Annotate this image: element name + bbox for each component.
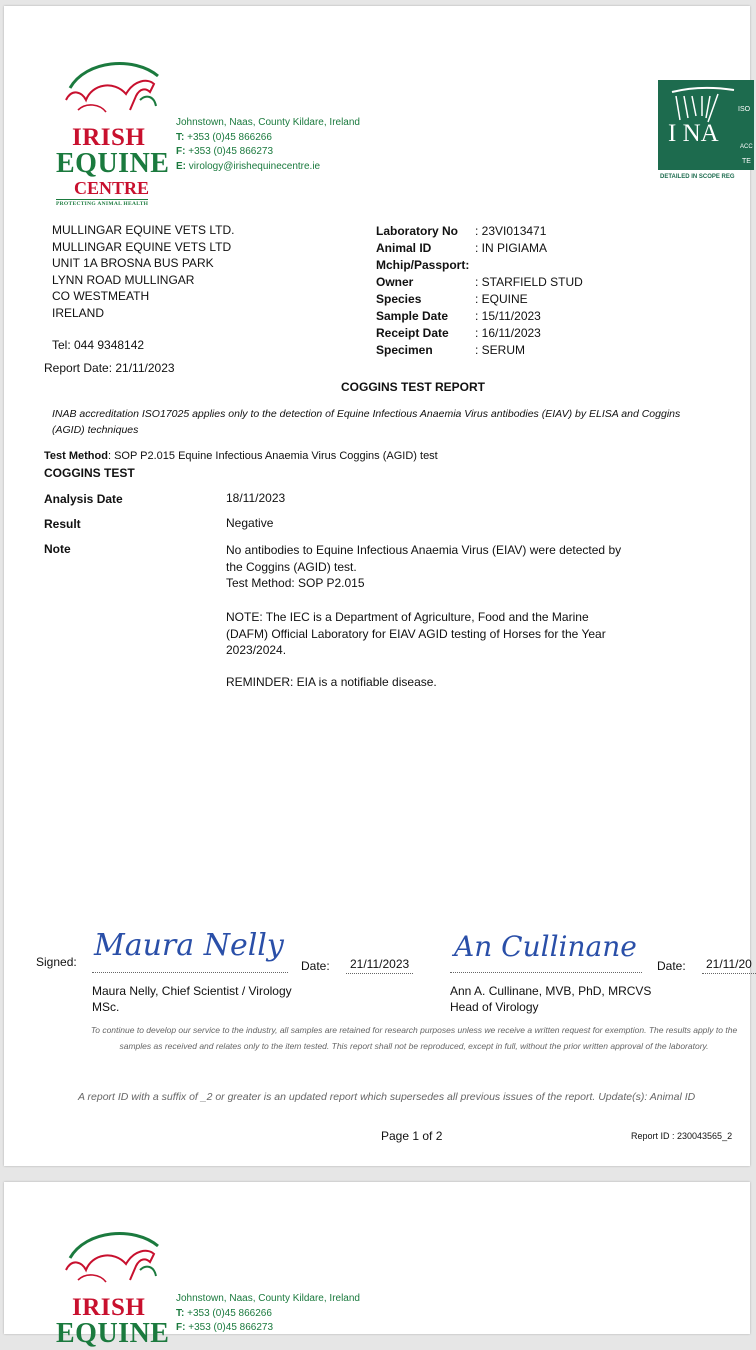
contact-address: Johnstown, Naas, County Kildare, Ireland <box>176 1293 360 1304</box>
iec-logo <box>56 54 168 210</box>
contact-block <box>176 116 360 174</box>
lab-info-table <box>376 224 716 360</box>
contact-tel: T: +353 (0)45 866266 <box>176 1307 272 1319</box>
inab-acc: ACC <box>740 144 753 150</box>
logo-centre: CENTRE <box>74 178 150 198</box>
client-address <box>52 222 234 321</box>
client-line: MULLINGAR EQUINE VETS LTD <box>52 239 232 254</box>
horse-logo-icon <box>56 1224 168 1294</box>
contact-email: E: virology@irishequinecentre.ie <box>176 160 321 172</box>
signed-label: Signed: <box>36 955 77 969</box>
footer-suffix-note: A report ID with a suffix of _2 or greater is an updated report which supersedes all previous issues of the report. Update(s): Animal ID <box>78 1091 696 1103</box>
footer-disclaimer: To continue to develop our service to the industry, all samples are retained for research purposes unless we receive a written request for exemption. The results apply to the samples as received and relates only to the item tested. This report shall not be reproduced, except in full, without the prior written approval of the laboratory. <box>90 1025 738 1051</box>
signatory-2: Ann A. Cullinane, MVB, PhD, MRCVS Head of Virology <box>450 984 652 1014</box>
signatory-1: Maura Nelly, Chief Scientist / Virology MSc. <box>92 984 292 1014</box>
date-1: 21/11/2023 <box>346 957 413 974</box>
date-2: 21/11/20 <box>702 957 756 974</box>
inab-te: TE <box>742 158 751 165</box>
lab-info-row: Receipt Date : 16/11/2023 <box>376 326 541 340</box>
report-id: Report ID : 230043565_2 <box>631 1131 733 1141</box>
contact-fax: F: +353 (0)45 866273 <box>176 1322 274 1333</box>
test-method: Test Method: SOP P2.015 Equine Infectious Anaemia Virus Coggins (AGID) test <box>44 450 438 462</box>
note-dafm: NOTE: The IEC is a Department of Agriculture, Food and the Marine (DAFM) Official Laboratory for EIAV AGID testing of Horses for the Year 2023/2024. <box>226 610 606 657</box>
contact-address: Johnstown, Naas, County Kildare, Ireland <box>176 117 360 128</box>
report-title: COGGINS TEST REPORT <box>341 380 486 394</box>
signature-2 <box>450 924 642 973</box>
client-line: CO WESTMEATH <box>52 289 150 303</box>
lab-info-row: Animal ID : IN PIGIAMA <box>376 241 548 255</box>
section-title: COGGINS TEST <box>44 466 135 480</box>
inab-iso: ISO <box>738 106 751 113</box>
lab-info-row: Laboratory No : 23VI013471 <box>376 224 547 238</box>
logo-equine: EQUINE <box>56 148 170 179</box>
note-text: No antibodies to Equine Infectious Anaemia Virus (EIAV) were detected by the Coggins (AGID) test. Test Method: SOP P2.015 <box>226 543 622 590</box>
lab-info-row: Species : EQUINE <box>376 292 528 306</box>
lab-info-row: Owner : STARFIELD STUD <box>376 275 583 289</box>
date-label-2: Date: <box>657 959 686 973</box>
lab-info-row: Sample Date : 15/11/2023 <box>376 309 541 323</box>
client-tel: Tel: 044 9348142 <box>52 338 145 352</box>
logo-tagline: PROTECTING ANIMAL HEALTH <box>56 201 149 207</box>
analysis-date-label: Analysis Date <box>44 492 123 506</box>
inab-accreditation-badge <box>658 80 754 180</box>
result-value: Negative <box>226 516 274 530</box>
report-page-2 <box>4 1182 750 1349</box>
client-line: IRELAND <box>52 305 105 320</box>
reminder: REMINDER: EIA is a notifiable disease. <box>226 675 437 689</box>
signature-1-script: Maura Nelly <box>94 928 284 963</box>
page-number: Page 1 of 2 <box>381 1129 443 1143</box>
client-line: MULLINGAR EQUINE VETS LTD. <box>52 223 235 237</box>
iec-logo <box>56 1224 170 1349</box>
logo-equine: EQUINE <box>56 1318 170 1349</box>
contact-fax: F: +353 (0)45 866273 <box>176 146 274 157</box>
report-page-1 <box>4 6 753 1166</box>
contact-block <box>176 1292 360 1336</box>
logo-irish: IRISH <box>72 124 146 151</box>
inab-letters: I NA <box>668 120 719 147</box>
analysis-date-value: 18/11/2023 <box>226 491 286 505</box>
signature-1 <box>92 924 288 973</box>
date-label-1: Date: <box>301 959 330 973</box>
signature-2-script: An Cullinane <box>454 930 637 963</box>
logo-irish: IRISH <box>72 1294 146 1321</box>
lab-info-row: Mchip/Passport: <box>376 258 470 272</box>
contact-tel: T: +353 (0)45 866266 <box>176 131 272 143</box>
lab-info-row: Specimen : SERUM <box>376 343 526 357</box>
report-date: Report Date: 21/11/2023 <box>44 361 175 375</box>
note-label: Note <box>44 542 71 556</box>
inab-scope: DETAILED IN SCOPE REG <box>660 174 735 180</box>
client-line: LYNN ROAD MULLINGAR <box>52 272 195 287</box>
client-line: UNIT 1A BROSNA BUS PARK <box>52 256 214 270</box>
inab-note: INAB accreditation ISO17025 applies only to the detection of Equine Infectious Anaemia Virus antibodies (EIAV) by ELISA and Coggins (AGID) techniques <box>52 408 681 436</box>
horse-logo-icon <box>56 54 168 124</box>
result-label: Result <box>44 517 81 531</box>
